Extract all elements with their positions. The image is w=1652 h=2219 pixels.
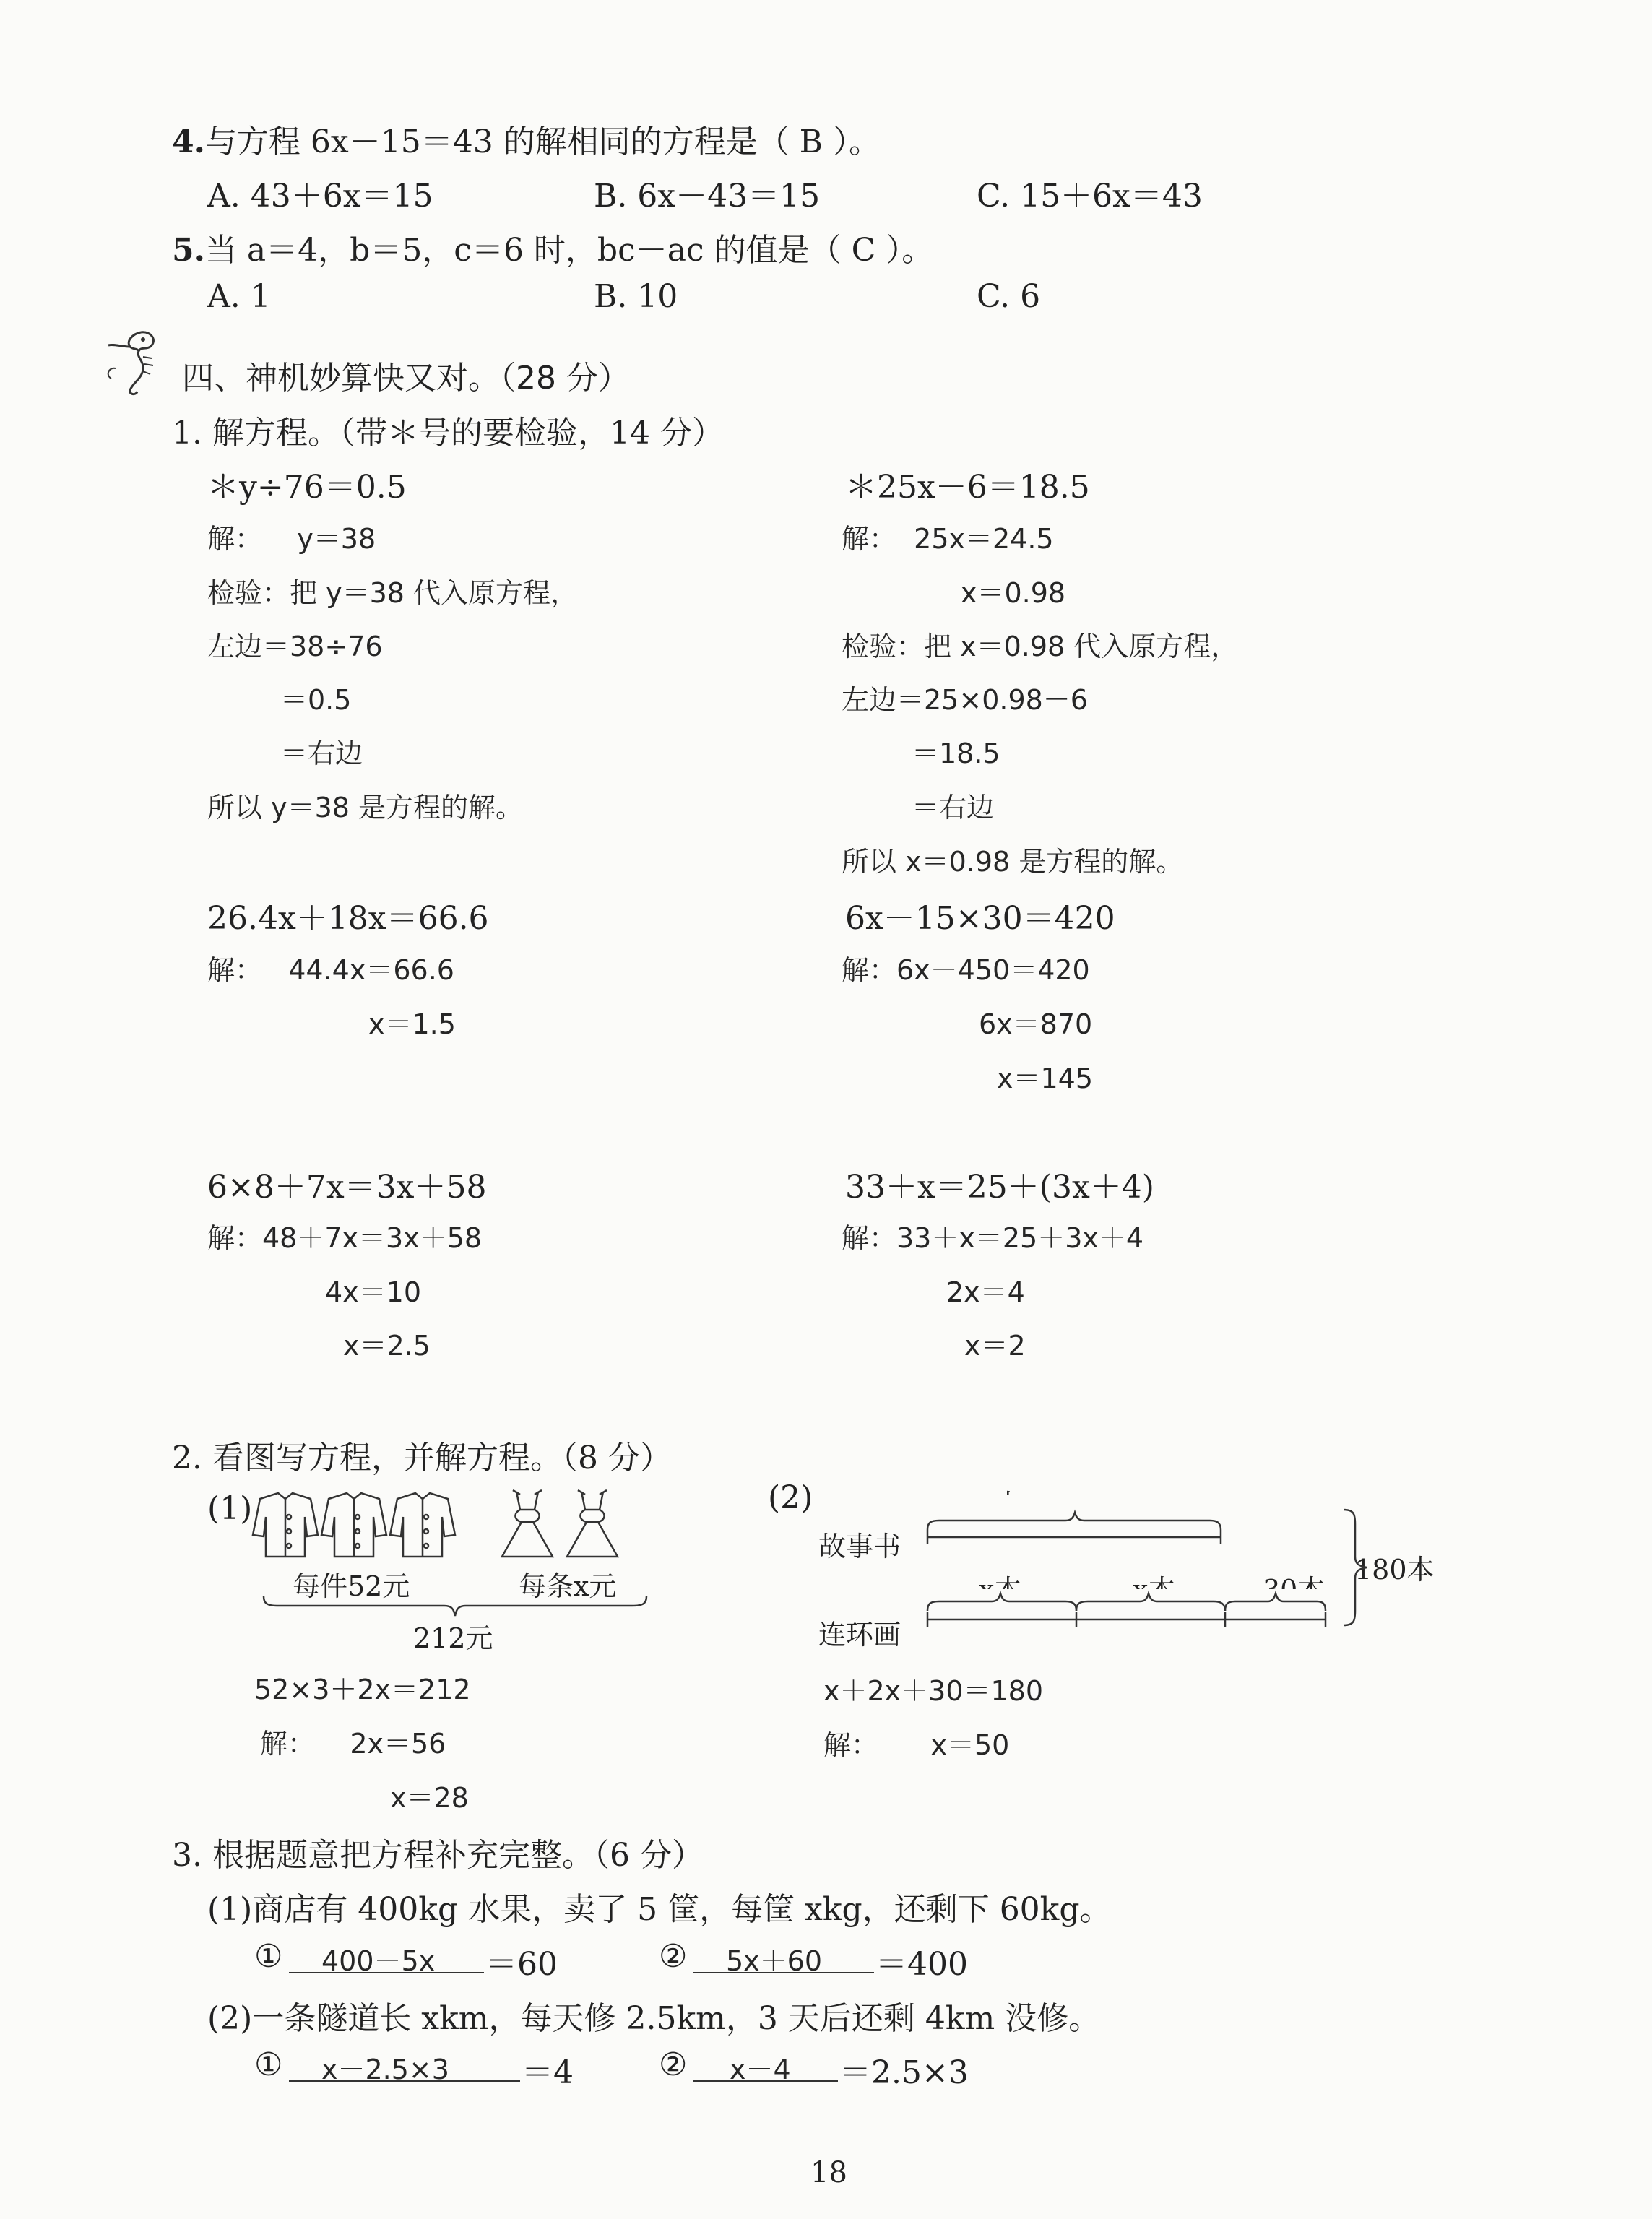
diagram-2-step-1: 解： x＝50	[823, 1729, 1010, 1761]
diagram-1-step-2: x＝28	[390, 1782, 469, 1814]
equation-3-step-2: x＝1.5	[368, 1008, 456, 1040]
q1-answer-1-blank[interactable]	[289, 1971, 484, 1973]
question-5-option-a: A. 1	[207, 278, 271, 315]
section-4-title: 四、神机妙算快又对。（28 分）	[182, 360, 630, 397]
q2-marker-1: ①	[254, 2046, 283, 2083]
diagram-2-equation: x＋2x＋30＝180	[823, 1675, 1044, 1707]
q1-result-2: ＝400	[875, 1946, 968, 1983]
dress-icon	[567, 1490, 618, 1557]
equation-5-step-1: 解：48＋7x＝3x＋58	[207, 1222, 483, 1254]
q1-answer-2-blank[interactable]	[693, 1971, 874, 1973]
equation-6: 33＋x＝25＋(3x＋4)	[845, 1169, 1154, 1206]
part-1-title: 1. 解方程。（带＊号的要检验，14 分）	[172, 415, 724, 451]
equation-2-check-line: 检验：把 x＝0.98 代入原方程，	[842, 631, 1239, 662]
equation-5-step-2: 4x＝10	[325, 1276, 422, 1308]
equation-2-right-side: ＝右边	[912, 792, 995, 823]
coat-images	[246, 1484, 462, 1564]
equation-1: ＊y÷76＝0.5	[207, 469, 407, 506]
q2-answer-2-blank[interactable]	[693, 2079, 838, 2082]
equation-4-step-2: 6x＝870	[979, 1008, 1093, 1040]
q2-answer-2: x－4	[730, 2054, 791, 2085]
equation-2-step-2: x＝0.98	[961, 577, 1066, 609]
coat-icon	[390, 1493, 455, 1557]
total-books-label: 180本	[1354, 1554, 1435, 1586]
equation-6-step-2: 2x＝4	[946, 1276, 1025, 1308]
equation-4-step-3: x＝145	[997, 1063, 1094, 1094]
q1-answer-1: 400－5x	[321, 1945, 436, 1977]
q2-answer-1: x－2.5×3	[321, 2054, 449, 2085]
question-4-option-a: A. 43＋6x＝15	[207, 178, 433, 215]
equation-1-conclusion: 所以 y＝38 是方程的解。	[207, 792, 524, 823]
coat-icon	[253, 1493, 318, 1557]
question-5-number: 5.	[172, 232, 205, 269]
page-number: 18	[810, 2156, 847, 2189]
question-4-option-c: C. 15＋6x＝43	[977, 178, 1203, 215]
dress-icon	[502, 1490, 553, 1557]
question-5-option-c: C. 6	[977, 278, 1041, 315]
q2-result-1: ＝4	[522, 2054, 574, 2091]
equation-1-right-side: ＝右边	[280, 737, 363, 769]
diagram-2-label: (2)	[768, 1479, 813, 1516]
equation-6-step-3: x＝2	[964, 1330, 1026, 1362]
equation-2: ＊25x－6＝18.5	[845, 469, 1090, 506]
equation-3: 26.4x＋18x＝66.6	[207, 900, 489, 937]
question-5-option-b: B. 10	[594, 278, 678, 315]
equation-6-step-1: 解：33＋x＝25＋3x＋4	[842, 1222, 1144, 1254]
question-4-number: 4.	[172, 124, 205, 160]
equation-5: 6×8＋7x＝3x＋58	[207, 1169, 487, 1206]
q1-answer-2: 5x＋60	[726, 1945, 823, 1977]
part-3-title: 3. 根据题意把方程补充完整。（6 分）	[172, 1837, 704, 1874]
q2-answer-1-blank[interactable]	[289, 2079, 520, 2082]
equation-4: 6x－15×30＝420	[845, 900, 1115, 937]
comic-book-label: 连环画	[818, 1619, 901, 1651]
equation-4-step-1: 解：6x－450＝420	[842, 954, 1090, 986]
equation-2-step-1: 解： 25x＝24.5	[842, 523, 1054, 555]
part-2-title: 2. 看图写方程，并解方程。（8 分）	[172, 1440, 672, 1476]
equation-1-value: ＝0.5	[280, 684, 352, 716]
question-5-stem: 5.当 a＝4，b＝5，c＝6 时，bc－ac 的值是（ C ）。	[172, 232, 934, 269]
part-3-question-2-stem: (2)一条隧道长 xkm，每天修 2.5km，3 天后还剩 4km 没修。	[207, 2000, 1101, 2037]
equation-5-step-3: x＝2.5	[343, 1330, 431, 1362]
coat-icon	[321, 1493, 386, 1557]
question-4-option-b: B. 6x－43＝15	[594, 178, 821, 215]
equation-1-step-1: 解： y＝38	[207, 523, 376, 555]
q2-result-2: ＝2.5×3	[839, 2054, 969, 2091]
q1-marker-2: ②	[659, 1938, 688, 1975]
equation-1-left-side: 左边＝38÷76	[207, 631, 383, 662]
total-price-label: 212元	[413, 1622, 493, 1654]
diagram-1-step-1: 解： 2x＝56	[260, 1728, 446, 1760]
equation-3-step-1: 解： 44.4x＝66.6	[207, 954, 454, 986]
dress-images	[491, 1484, 636, 1564]
seahorse-icon	[101, 325, 166, 397]
coat-price-label: 每件52元	[293, 1570, 410, 1602]
part-3-question-1-stem: (1)商店有 400kg 水果，卖了 5 筐，每筐 xkg，还剩下 60kg。	[207, 1891, 1112, 1928]
diagram-1-equation: 52×3＋2x＝212	[254, 1674, 471, 1705]
q2-marker-2: ②	[659, 2046, 688, 2083]
equation-2-left-side: 左边＝25×0.98－6	[842, 684, 1088, 716]
question-4-stem: 4.与方程 6x－15＝43 的解相同的方程是（ B ）。	[172, 124, 881, 160]
equation-2-conclusion: 所以 x＝0.98 是方程的解。	[842, 846, 1184, 878]
q1-marker-1: ①	[254, 1938, 283, 1975]
dress-price-label: 每条x元	[519, 1570, 617, 1602]
equation-1-check-line: 检验：把 y＝38 代入原方程，	[207, 577, 579, 609]
story-book-bar	[925, 1495, 1235, 1553]
equation-2-value: ＝18.5	[912, 737, 1000, 769]
diagram-1-label: (1)	[207, 1490, 253, 1527]
q1-result-1: ＝60	[485, 1946, 558, 1983]
story-book-label: 故事书	[818, 1531, 901, 1562]
